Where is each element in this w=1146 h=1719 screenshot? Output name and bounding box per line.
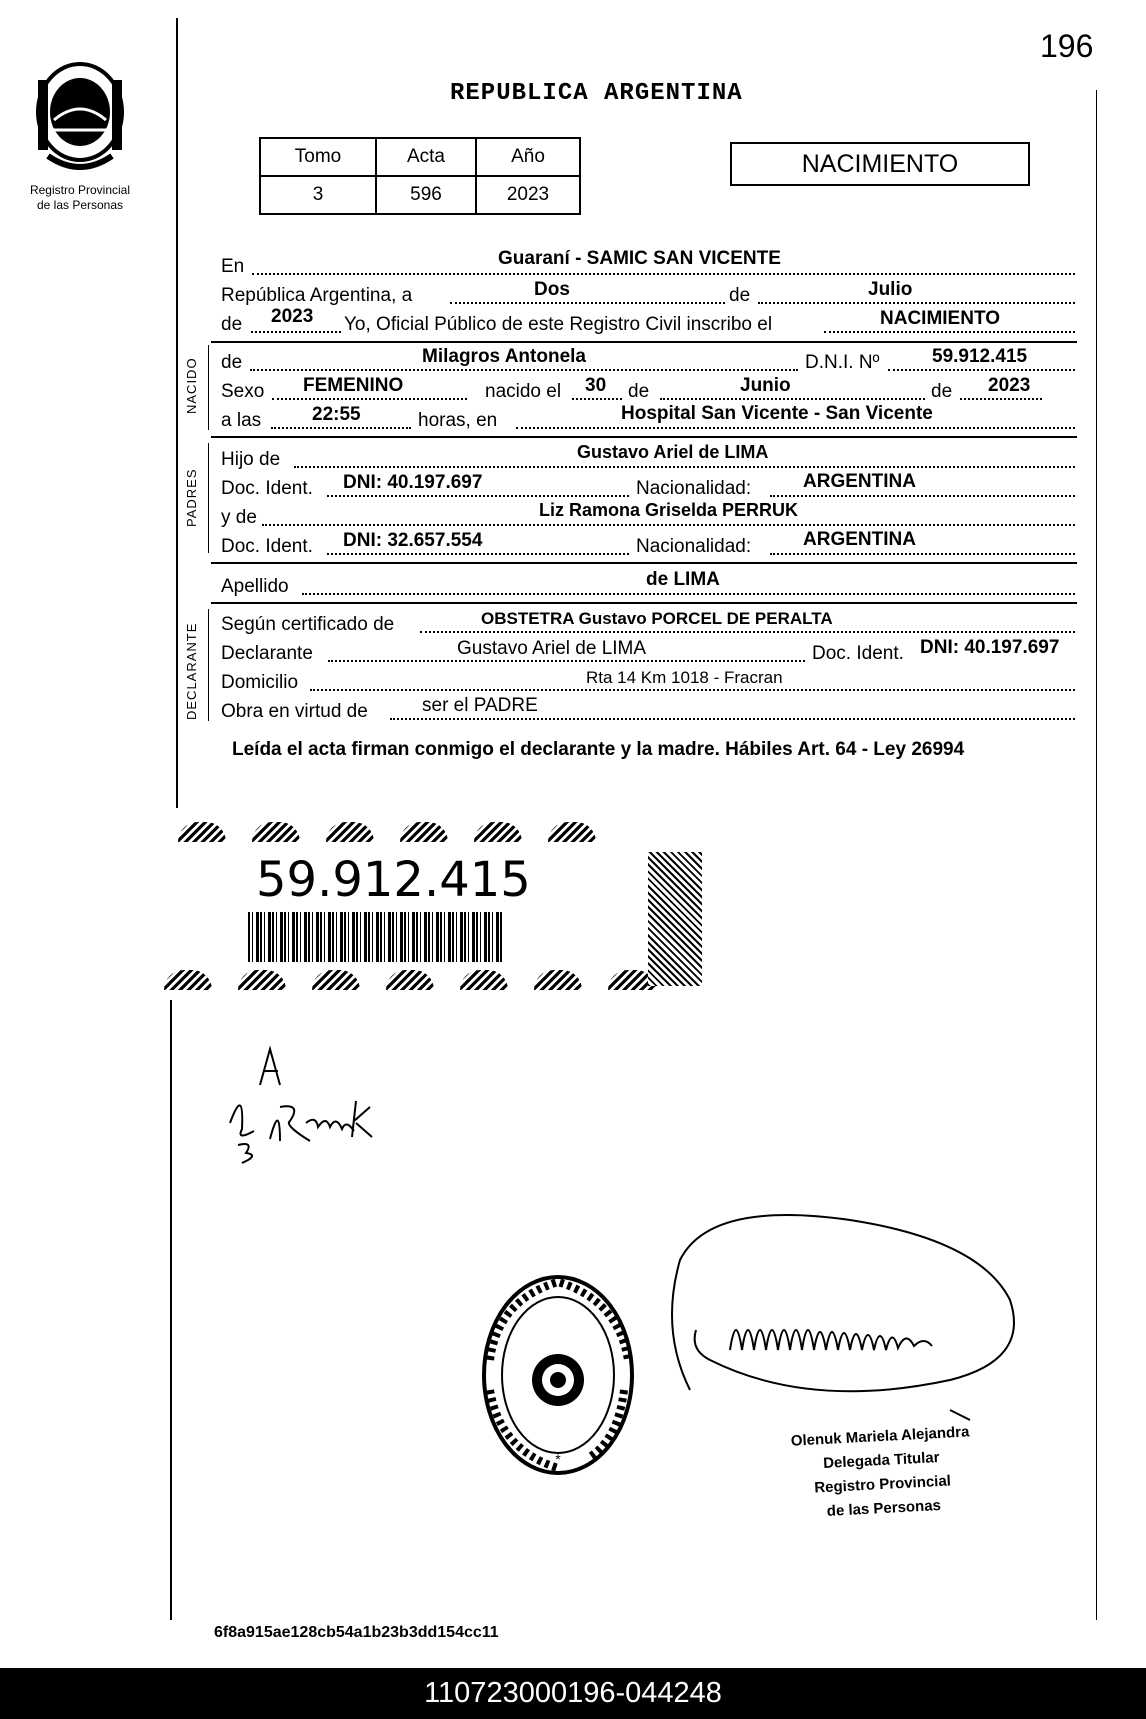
dotted-line [302, 593, 1075, 595]
horas-label: horas, en [418, 410, 498, 431]
father-doc: DNI: 40.197.697 [343, 472, 483, 493]
dotted-line [660, 398, 925, 400]
dotted-line [310, 689, 1075, 691]
en-label: En [221, 256, 245, 277]
birth-day: 30 [585, 375, 607, 396]
table-header: Tomo [260, 138, 376, 176]
de-label: de [628, 381, 650, 402]
act-reference-table [259, 137, 581, 215]
dotted-line [770, 495, 1075, 497]
province-logo [28, 60, 132, 178]
dotted-line [770, 553, 1075, 555]
inscribe-value: NACIMIENTO [880, 308, 1000, 329]
table-cell: 2023 [476, 176, 580, 214]
mother-signature [220, 1045, 400, 1165]
mother-nationality: ARGENTINA [803, 529, 916, 550]
dni-label: D.N.I. Nº [805, 352, 880, 373]
cert-value: OBSTETRA Gustavo PORCEL DE PERALTA [481, 609, 833, 628]
margin-line [176, 18, 178, 808]
document-title: REPUBLICA ARGENTINA [450, 80, 743, 107]
table-cell: 596 [376, 176, 476, 214]
section-bracket [208, 345, 209, 430]
sexo-value: FEMENINO [303, 375, 404, 396]
apellido-value: de LIMA [646, 569, 720, 590]
birth-time: 22:55 [312, 404, 361, 425]
obra-label: Obra en virtud de [221, 701, 368, 722]
dotted-line [327, 495, 629, 497]
apellido-label: Apellido [221, 576, 289, 597]
section-divider [211, 436, 1077, 438]
domicilio-label: Domicilio [221, 672, 299, 693]
sexo-label: Sexo [221, 381, 265, 402]
section-label-padres: PADRES [184, 468, 199, 527]
dotted-line [271, 427, 411, 429]
dotted-line [516, 427, 1075, 429]
birth-year: 2023 [988, 375, 1031, 396]
registrar-org: Registro Provincial [813, 1472, 952, 1497]
de-label: de [221, 314, 243, 335]
dotted-line [824, 331, 1075, 333]
doc-label: Doc. Ident. [221, 536, 313, 557]
registrar-role: Delegada Titular [822, 1448, 940, 1473]
dotted-line [294, 466, 1075, 468]
dotted-line [327, 553, 629, 555]
en-value: Guaraní - SAMIC SAN VICENTE [498, 248, 781, 269]
dotted-line [390, 718, 1075, 720]
father-name: Gustavo Ariel de LIMA [577, 442, 769, 462]
mother-doc: DNI: 32.657.554 [343, 530, 483, 551]
official-stamp [478, 1270, 638, 1480]
section-label-nacido: NACIDO [184, 357, 199, 414]
declarante-label: Declarante [221, 643, 313, 664]
dotted-line [758, 302, 1075, 304]
section-bracket [208, 609, 209, 721]
obra-value: ser el PADRE [422, 695, 538, 716]
nacido-label: nacido el [485, 381, 562, 402]
registrar-block [760, 1419, 1005, 1527]
declarante-doc: DNI: 40.197.697 [920, 637, 1060, 658]
father-nationality: ARGENTINA [803, 471, 916, 492]
id-number: 59.912.415 [256, 852, 531, 908]
child-dni: 59.912.415 [932, 346, 1028, 367]
dotted-line [888, 369, 1075, 371]
dotted-line [572, 398, 622, 400]
registrar-signature [650, 1210, 1070, 1460]
security-pattern-bottom [164, 970, 656, 992]
dotted-line [262, 524, 1075, 526]
birth-place: Hospital San Vicente - San Vicente [621, 403, 933, 424]
registrar-org: de las Personas [826, 1496, 942, 1520]
dotted-line [250, 369, 798, 371]
table-cell: 3 [260, 176, 376, 214]
mother-name: Liz Ramona Griselda PERRUK [539, 500, 799, 520]
registrar-name: Olenuk Mariela Alejandra [790, 1423, 970, 1450]
svg-text:*: * [555, 1451, 561, 1467]
dotted-line [960, 398, 1042, 400]
hijo-label: Hijo de [221, 449, 281, 470]
de-label: de [931, 381, 953, 402]
dotted-line [251, 331, 341, 333]
security-pattern-top [178, 822, 596, 844]
logo-caption-line: Registro Provincial [29, 183, 131, 197]
cert-label: Según certificado de [221, 614, 395, 635]
barcode [248, 912, 504, 962]
closing-text: Leída el acta firman conmigo el declarante y la madre. Hábiles Art. 64 - Ley 26994 [232, 739, 965, 760]
nacionalidad-label: Nacionalidad: [636, 536, 752, 557]
day-value: Dos [534, 279, 570, 300]
logo-caption [10, 183, 150, 213]
republica-label: República Argentina, a [221, 285, 413, 306]
year-value: 2023 [271, 306, 314, 327]
document-hash: 6f8a915ae128cb54a1b23b3dd154cc11 [214, 1624, 499, 1641]
dotted-line [450, 302, 725, 304]
table-header: Año [476, 138, 580, 176]
dotted-line [328, 660, 805, 662]
dotted-line [272, 398, 467, 400]
declarante-value: Gustavo Ariel de LIMA [457, 638, 647, 659]
act-type-box: NACIMIENTO [730, 142, 1030, 186]
margin-line [170, 1000, 172, 1620]
right-margin-line [1096, 90, 1097, 1620]
footer-code: 110723000196-044248 [0, 1668, 1146, 1719]
birth-month: Junio [740, 375, 791, 396]
domicilio-value: Rta 14 Km 1018 - Fracran [586, 668, 783, 687]
section-bracket [208, 443, 209, 553]
section-divider [211, 602, 1077, 604]
hologram [648, 852, 702, 986]
de-label: de [221, 352, 243, 373]
dotted-line [420, 631, 1075, 633]
nacionalidad-label: Nacionalidad: [636, 478, 752, 499]
alas-label: a las [221, 410, 262, 431]
table-header: Acta [376, 138, 476, 176]
dotted-line [252, 273, 1075, 275]
oficial-text: Yo, Oficial Público de este Registro Civil inscribo el [344, 314, 773, 335]
page-number: 196 [1040, 28, 1094, 64]
de-label: de [729, 285, 751, 306]
month-value: Julio [868, 279, 913, 300]
section-divider [211, 341, 1077, 343]
id-label [160, 820, 602, 1000]
yde-label: y de [221, 507, 257, 528]
doc-label: Doc. Ident. [221, 478, 313, 499]
section-divider [211, 562, 1077, 564]
child-name: Milagros Antonela [422, 346, 586, 367]
logo-caption-line: de las Personas [36, 198, 124, 212]
doc-label: Doc. Ident. [812, 643, 904, 664]
section-label-declarante: DECLARANTE [184, 622, 199, 720]
